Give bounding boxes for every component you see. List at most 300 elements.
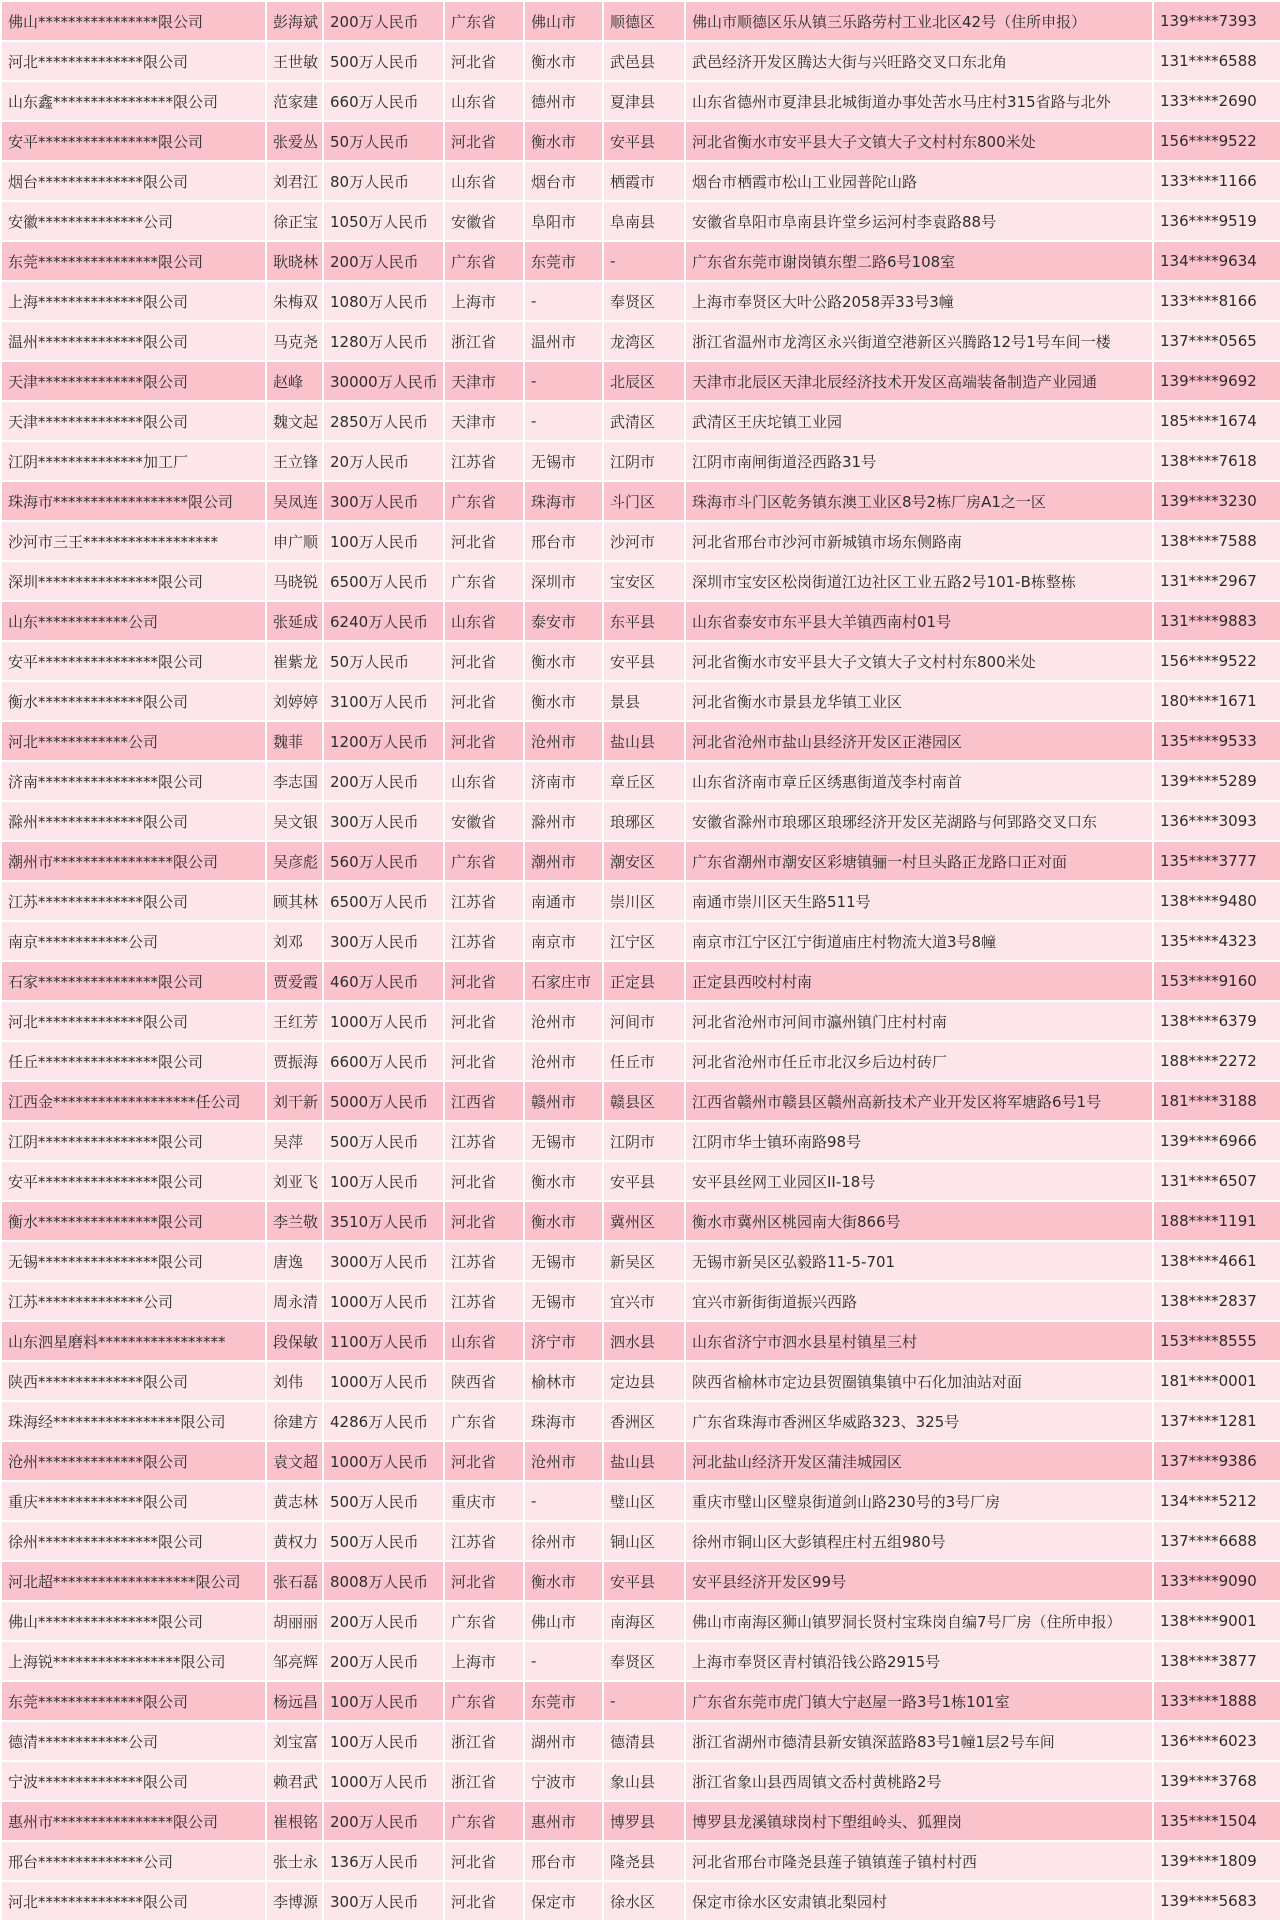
company-name-cell: 河北超*******************限公司	[1, 1561, 266, 1601]
province-cell: 山东省	[444, 81, 524, 121]
table-row	[1, 1561, 1280, 1601]
legal-person-cell: 张士永	[266, 1841, 323, 1881]
province-cell: 广东省	[444, 561, 524, 601]
phone-cell: 134****9634	[1153, 241, 1280, 281]
company-name-cell: 烟台**************限公司	[1, 161, 266, 201]
phone-cell: 188****1191	[1153, 1201, 1280, 1241]
city-cell: 衡水市	[524, 1561, 603, 1601]
province-cell: 天津市	[444, 401, 524, 441]
address-cell: 河北省沧州市任丘市北汉乡后边村砖厂	[685, 1041, 1153, 1081]
phone-cell: 139****1809	[1153, 1841, 1280, 1881]
phone-cell: 156****9522	[1153, 641, 1280, 681]
district-cell: 安平县	[603, 121, 685, 161]
table-body	[1, 1, 1280, 1921]
district-cell: 北辰区	[603, 361, 685, 401]
registered-capital-cell: 1080万人民币	[323, 281, 444, 321]
address-cell: 保定市徐水区安肃镇北梨园村	[685, 1881, 1153, 1921]
legal-person-cell: 崔根铭	[266, 1801, 323, 1841]
address-cell: 江阴市华士镇环南路98号	[685, 1121, 1153, 1161]
address-cell: 重庆市璧山区璧泉街道剑山路230号的3号厂房	[685, 1481, 1153, 1521]
legal-person-cell: 范家建	[266, 81, 323, 121]
province-cell: 江苏省	[444, 1241, 524, 1281]
address-cell: 烟台市栖霞市松山工业园普陀山路	[685, 161, 1153, 201]
legal-person-cell: 刘宝富	[266, 1721, 323, 1761]
district-cell: 栖霞市	[603, 161, 685, 201]
registered-capital-cell: 100万人民币	[323, 521, 444, 561]
city-cell: 赣州市	[524, 1081, 603, 1121]
province-cell: 河北省	[444, 961, 524, 1001]
district-cell: 盐山县	[603, 721, 685, 761]
province-cell: 广东省	[444, 1, 524, 41]
province-cell: 陕西省	[444, 1361, 524, 1401]
province-cell: 广东省	[444, 1601, 524, 1641]
phone-cell: 136****9519	[1153, 201, 1280, 241]
phone-cell: 136****6023	[1153, 1721, 1280, 1761]
city-cell: 无锡市	[524, 441, 603, 481]
legal-person-cell: 贾爱霞	[266, 961, 323, 1001]
table-row	[1, 721, 1280, 761]
company-name-cell: 无锡****************限公司	[1, 1241, 266, 1281]
phone-cell: 135****3777	[1153, 841, 1280, 881]
phone-cell: 133****9090	[1153, 1561, 1280, 1601]
table-row	[1, 241, 1280, 281]
registered-capital-cell: 6600万人民币	[323, 1041, 444, 1081]
phone-cell: 137****1281	[1153, 1401, 1280, 1441]
table-row	[1, 1481, 1280, 1521]
legal-person-cell: 李兰敬	[266, 1201, 323, 1241]
legal-person-cell: 王世敏	[266, 41, 323, 81]
table-row	[1, 601, 1280, 641]
table-row	[1, 521, 1280, 561]
province-cell: 江西省	[444, 1081, 524, 1121]
legal-person-cell: 杨远昌	[266, 1681, 323, 1721]
city-cell: 宁波市	[524, 1761, 603, 1801]
phone-cell: 135****4323	[1153, 921, 1280, 961]
company-name-cell: 安徽**************公司	[1, 201, 266, 241]
city-cell: 潮州市	[524, 841, 603, 881]
city-cell: 无锡市	[524, 1281, 603, 1321]
district-cell: 章丘区	[603, 761, 685, 801]
company-name-cell: 济南****************限公司	[1, 761, 266, 801]
company-name-cell: 安平****************限公司	[1, 641, 266, 681]
city-cell: 珠海市	[524, 481, 603, 521]
table-row	[1, 1721, 1280, 1761]
legal-person-cell: 张延成	[266, 601, 323, 641]
legal-person-cell: 王红芳	[266, 1001, 323, 1041]
province-cell: 江苏省	[444, 1281, 524, 1321]
table-row	[1, 1801, 1280, 1841]
phone-cell: 138****7618	[1153, 441, 1280, 481]
city-cell: 珠海市	[524, 1401, 603, 1441]
city-cell: -	[524, 281, 603, 321]
phone-cell: 188****2272	[1153, 1041, 1280, 1081]
table-row	[1, 41, 1280, 81]
registered-capital-cell: 3100万人民币	[323, 681, 444, 721]
district-cell: -	[603, 241, 685, 281]
province-cell: 安徽省	[444, 801, 524, 841]
province-cell: 河北省	[444, 1161, 524, 1201]
address-cell: 广东省东莞市谢岗镇东塱二路6号108室	[685, 241, 1153, 281]
registered-capital-cell: 3510万人民币	[323, 1201, 444, 1241]
phone-cell: 137****9386	[1153, 1441, 1280, 1481]
legal-person-cell: 袁文超	[266, 1441, 323, 1481]
legal-person-cell: 崔紫龙	[266, 641, 323, 681]
registered-capital-cell: 4286万人民币	[323, 1401, 444, 1441]
company-name-cell: 江阴**************加工厂	[1, 441, 266, 481]
address-cell: 上海市奉贤区青村镇沿钱公路2915号	[685, 1641, 1153, 1681]
table-row	[1, 801, 1280, 841]
company-name-cell: 山东鑫****************限公司	[1, 81, 266, 121]
registered-capital-cell: 50万人民币	[323, 121, 444, 161]
address-cell: 上海市奉贤区大叶公路2058弄33号3幢	[685, 281, 1153, 321]
registered-capital-cell: 300万人民币	[323, 801, 444, 841]
province-cell: 河北省	[444, 1441, 524, 1481]
city-cell: 衡水市	[524, 681, 603, 721]
province-cell: 广东省	[444, 841, 524, 881]
registered-capital-cell: 500万人民币	[323, 1521, 444, 1561]
city-cell: 佛山市	[524, 1601, 603, 1641]
city-cell: 沧州市	[524, 721, 603, 761]
company-name-cell: 江苏**************公司	[1, 1281, 266, 1321]
address-cell: 珠海市斗门区乾务镇东澳工业区8号2栋厂房A1之一区	[685, 481, 1153, 521]
district-cell: 新吴区	[603, 1241, 685, 1281]
legal-person-cell: 魏菲	[266, 721, 323, 761]
table-row	[1, 1641, 1280, 1681]
registered-capital-cell: 200万人民币	[323, 1801, 444, 1841]
district-cell: 阜南县	[603, 201, 685, 241]
city-cell: 徐州市	[524, 1521, 603, 1561]
address-cell: 博罗县龙溪镇球岗村下塱组岭头、狐狸岗	[685, 1801, 1153, 1841]
district-cell: 博罗县	[603, 1801, 685, 1841]
district-cell: 香洲区	[603, 1401, 685, 1441]
legal-person-cell: 王立锋	[266, 441, 323, 481]
company-name-cell: 沧州**************限公司	[1, 1441, 266, 1481]
table-row	[1, 1001, 1280, 1041]
city-cell: 烟台市	[524, 161, 603, 201]
province-cell: 山东省	[444, 601, 524, 641]
legal-person-cell: 李志国	[266, 761, 323, 801]
address-cell: 陕西省榆林市定边县贺圈镇集镇中石化加油站对面	[685, 1361, 1153, 1401]
district-cell: 夏津县	[603, 81, 685, 121]
phone-cell: 138****7588	[1153, 521, 1280, 561]
registered-capital-cell: 1000万人民币	[323, 1761, 444, 1801]
table-row	[1, 1681, 1280, 1721]
table-row	[1, 1201, 1280, 1241]
phone-cell: 181****3188	[1153, 1081, 1280, 1121]
phone-cell: 131****9883	[1153, 601, 1280, 641]
company-name-cell: 石家****************限公司	[1, 961, 266, 1001]
district-cell: 斗门区	[603, 481, 685, 521]
registered-capital-cell: 50万人民币	[323, 641, 444, 681]
phone-cell: 185****1674	[1153, 401, 1280, 441]
city-cell: 沧州市	[524, 1041, 603, 1081]
city-cell: 济南市	[524, 761, 603, 801]
phone-cell: 138****2837	[1153, 1281, 1280, 1321]
address-cell: 宜兴市新街街道振兴西路	[685, 1281, 1153, 1321]
district-cell: 安平县	[603, 1561, 685, 1601]
province-cell: 江苏省	[444, 1521, 524, 1561]
registered-capital-cell: 500万人民币	[323, 1121, 444, 1161]
legal-person-cell: 徐正宝	[266, 201, 323, 241]
registered-capital-cell: 6500万人民币	[323, 561, 444, 601]
city-cell: 无锡市	[524, 1121, 603, 1161]
company-name-cell: 沙河市三王******************	[1, 521, 266, 561]
province-cell: 浙江省	[444, 1721, 524, 1761]
city-cell: 衡水市	[524, 1201, 603, 1241]
province-cell: 广东省	[444, 1681, 524, 1721]
registered-capital-cell: 200万人民币	[323, 761, 444, 801]
address-cell: 安平县丝网工业园区II-18号	[685, 1161, 1153, 1201]
registered-capital-cell: 300万人民币	[323, 1881, 444, 1921]
company-name-cell: 天津**************限公司	[1, 361, 266, 401]
legal-person-cell: 吴萍	[266, 1121, 323, 1161]
address-cell: 浙江省湖州市德清县新安镇深蓝路83号1幢1层2号车间	[685, 1721, 1153, 1761]
address-cell: 佛山市顺德区乐从镇三乐路劳村工业北区42号（住所申报）	[685, 1, 1153, 41]
district-cell: 南海区	[603, 1601, 685, 1641]
city-cell: 榆林市	[524, 1361, 603, 1401]
address-cell: 河北省邢台市隆尧县莲子镇镇莲子镇村村西	[685, 1841, 1153, 1881]
table-row	[1, 1761, 1280, 1801]
province-cell: 河北省	[444, 121, 524, 161]
province-cell: 浙江省	[444, 321, 524, 361]
phone-cell: 139****3768	[1153, 1761, 1280, 1801]
district-cell: 定边县	[603, 1361, 685, 1401]
province-cell: 河北省	[444, 1841, 524, 1881]
address-cell: 南通市崇川区天生路511号	[685, 881, 1153, 921]
company-name-cell: 山东************公司	[1, 601, 266, 641]
company-name-cell: 河北**************限公司	[1, 1001, 266, 1041]
legal-person-cell: 张石磊	[266, 1561, 323, 1601]
registered-capital-cell: 136万人民币	[323, 1841, 444, 1881]
registered-capital-cell: 200万人民币	[323, 1, 444, 41]
city-cell: 衡水市	[524, 41, 603, 81]
address-cell: 山东省德州市夏津县北城街道办事处苦水马庄村315省路与北外	[685, 81, 1153, 121]
legal-person-cell: 赖君武	[266, 1761, 323, 1801]
table-row	[1, 481, 1280, 521]
company-name-cell: 佛山****************限公司	[1, 1, 266, 41]
address-cell: 河北省沧州市河间市瀛州镇门庄村村南	[685, 1001, 1153, 1041]
registered-capital-cell: 200万人民币	[323, 241, 444, 281]
address-cell: 天津市北辰区天津北辰经济技术开发区高端装备制造产业园通	[685, 361, 1153, 401]
district-cell: 江阴市	[603, 441, 685, 481]
registered-capital-cell: 100万人民币	[323, 1721, 444, 1761]
phone-cell: 137****6688	[1153, 1521, 1280, 1561]
table-row	[1, 1281, 1280, 1321]
district-cell: 象山县	[603, 1761, 685, 1801]
province-cell: 山东省	[444, 1321, 524, 1361]
legal-person-cell: 黄权力	[266, 1521, 323, 1561]
province-cell: 山东省	[444, 761, 524, 801]
province-cell: 江苏省	[444, 881, 524, 921]
district-cell: 东平县	[603, 601, 685, 641]
province-cell: 广东省	[444, 1801, 524, 1841]
district-cell: 江宁区	[603, 921, 685, 961]
table-row	[1, 121, 1280, 161]
city-cell: 德州市	[524, 81, 603, 121]
registered-capital-cell: 8008万人民币	[323, 1561, 444, 1601]
company-name-cell: 潮州市****************限公司	[1, 841, 266, 881]
province-cell: 天津市	[444, 361, 524, 401]
district-cell: 隆尧县	[603, 1841, 685, 1881]
phone-cell: 139****6966	[1153, 1121, 1280, 1161]
province-cell: 江苏省	[444, 441, 524, 481]
city-cell: 泰安市	[524, 601, 603, 641]
phone-cell: 131****6588	[1153, 41, 1280, 81]
table-row	[1, 681, 1280, 721]
registered-capital-cell: 1100万人民币	[323, 1321, 444, 1361]
district-cell: 泗水县	[603, 1321, 685, 1361]
registered-capital-cell: 2850万人民币	[323, 401, 444, 441]
address-cell: 河北省衡水市景县龙华镇工业区	[685, 681, 1153, 721]
legal-person-cell: 刘君江	[266, 161, 323, 201]
city-cell: 温州市	[524, 321, 603, 361]
address-cell: 浙江省温州市龙湾区永兴街道空港新区兴腾路12号1号车间一楼	[685, 321, 1153, 361]
registered-capital-cell: 6500万人民币	[323, 881, 444, 921]
registered-capital-cell: 460万人民币	[323, 961, 444, 1001]
district-cell: 龙湾区	[603, 321, 685, 361]
phone-cell: 139****5289	[1153, 761, 1280, 801]
legal-person-cell: 刘婷婷	[266, 681, 323, 721]
table-row	[1, 1081, 1280, 1121]
legal-person-cell: 马晓锐	[266, 561, 323, 601]
address-cell: 江西省赣州市赣县区赣州高新技术产业开发区将军塘路6号1号	[685, 1081, 1153, 1121]
district-cell: 武清区	[603, 401, 685, 441]
address-cell: 河北省邢台市沙河市新城镇市场东侧路南	[685, 521, 1153, 561]
registered-capital-cell: 1200万人民币	[323, 721, 444, 761]
province-cell: 河北省	[444, 641, 524, 681]
city-cell: 济宁市	[524, 1321, 603, 1361]
city-cell: 衡水市	[524, 641, 603, 681]
company-name-cell: 山东泗星磨料*****************	[1, 1321, 266, 1361]
table-row	[1, 841, 1280, 881]
province-cell: 河北省	[444, 681, 524, 721]
province-cell: 河北省	[444, 721, 524, 761]
table-row	[1, 201, 1280, 241]
city-cell: 惠州市	[524, 1801, 603, 1841]
company-name-cell: 河北**************限公司	[1, 1881, 266, 1921]
registered-capital-cell: 300万人民币	[323, 481, 444, 521]
registered-capital-cell: 500万人民币	[323, 41, 444, 81]
district-cell: 沙河市	[603, 521, 685, 561]
district-cell: 顺德区	[603, 1, 685, 41]
company-name-cell: 滁州**************限公司	[1, 801, 266, 841]
legal-person-cell: 刘干新	[266, 1081, 323, 1121]
company-name-cell: 宁波**************限公司	[1, 1761, 266, 1801]
registered-capital-cell: 500万人民币	[323, 1481, 444, 1521]
legal-person-cell: 刘伟	[266, 1361, 323, 1401]
legal-person-cell: 黄志林	[266, 1481, 323, 1521]
registered-capital-cell: 6240万人民币	[323, 601, 444, 641]
province-cell: 河北省	[444, 1001, 524, 1041]
company-name-cell: 河北**************限公司	[1, 41, 266, 81]
phone-cell: 139****7393	[1153, 1, 1280, 41]
address-cell: 山东省济宁市泗水县星村镇星三村	[685, 1321, 1153, 1361]
phone-cell: 131****2967	[1153, 561, 1280, 601]
province-cell: 上海市	[444, 281, 524, 321]
province-cell: 河北省	[444, 1041, 524, 1081]
province-cell: 河北省	[444, 1561, 524, 1601]
company-name-cell: 温州**************限公司	[1, 321, 266, 361]
province-cell: 河北省	[444, 1881, 524, 1921]
province-cell: 广东省	[444, 241, 524, 281]
district-cell: 冀州区	[603, 1201, 685, 1241]
legal-person-cell: 唐逸	[266, 1241, 323, 1281]
city-cell: 南京市	[524, 921, 603, 961]
address-cell: 安徽省滁州市琅琊区琅琊经济开发区芜湖路与何郢路交叉口东	[685, 801, 1153, 841]
phone-cell: 137****0565	[1153, 321, 1280, 361]
legal-person-cell: 邹亮辉	[266, 1641, 323, 1681]
phone-cell: 181****0001	[1153, 1361, 1280, 1401]
company-name-cell: 安平****************限公司	[1, 121, 266, 161]
city-cell: 佛山市	[524, 1, 603, 41]
phone-cell: 131****6507	[1153, 1161, 1280, 1201]
city-cell: 滁州市	[524, 801, 603, 841]
table-row	[1, 401, 1280, 441]
registered-capital-cell: 1050万人民币	[323, 201, 444, 241]
company-name-cell: 河北************公司	[1, 721, 266, 761]
phone-cell: 134****5212	[1153, 1481, 1280, 1521]
table-row	[1, 1161, 1280, 1201]
legal-person-cell: 彭海斌	[266, 1, 323, 41]
district-cell: 赣县区	[603, 1081, 685, 1121]
company-name-cell: 任丘****************限公司	[1, 1041, 266, 1081]
table-row	[1, 1841, 1280, 1881]
registered-capital-cell: 1000万人民币	[323, 1361, 444, 1401]
address-cell: 山东省泰安市东平县大羊镇西南村01号	[685, 601, 1153, 641]
company-name-cell: 深圳****************限公司	[1, 561, 266, 601]
registered-capital-cell: 1280万人民币	[323, 321, 444, 361]
province-cell: 安徽省	[444, 201, 524, 241]
city-cell: 沧州市	[524, 1001, 603, 1041]
registered-capital-cell: 1000万人民币	[323, 1441, 444, 1481]
city-cell: 东莞市	[524, 241, 603, 281]
registered-capital-cell: 1000万人民币	[323, 1281, 444, 1321]
district-cell: 景县	[603, 681, 685, 721]
company-name-cell: 德清************公司	[1, 1721, 266, 1761]
company-name-cell: 上海锐*****************限公司	[1, 1641, 266, 1681]
district-cell: 河间市	[603, 1001, 685, 1041]
address-cell: 广东省珠海市香洲区华威路323、325号	[685, 1401, 1153, 1441]
registered-capital-cell: 5000万人民币	[323, 1081, 444, 1121]
registered-capital-cell: 560万人民币	[323, 841, 444, 881]
phone-cell: 180****1671	[1153, 681, 1280, 721]
phone-cell: 139****5683	[1153, 1881, 1280, 1921]
table-row	[1, 1041, 1280, 1081]
city-cell: 衡水市	[524, 1161, 603, 1201]
province-cell: 河北省	[444, 1201, 524, 1241]
phone-cell: 153****8555	[1153, 1321, 1280, 1361]
district-cell: 宝安区	[603, 561, 685, 601]
address-cell: 武邑经济开发区腾达大街与兴旺路交叉口东北角	[685, 41, 1153, 81]
table-row	[1, 441, 1280, 481]
table-row	[1, 81, 1280, 121]
registered-capital-cell: 200万人民币	[323, 1601, 444, 1641]
company-name-cell: 江苏**************限公司	[1, 881, 266, 921]
city-cell: 深圳市	[524, 561, 603, 601]
address-cell: 广东省潮州市潮安区彩塘镇骊一村旦头路正龙路口正对面	[685, 841, 1153, 881]
legal-person-cell: 朱梅双	[266, 281, 323, 321]
company-name-cell: 陕西**************限公司	[1, 1361, 266, 1401]
city-cell: 保定市	[524, 1881, 603, 1921]
company-name-cell: 珠海经*****************限公司	[1, 1401, 266, 1441]
province-cell: 重庆市	[444, 1481, 524, 1521]
address-cell: 安平县经济开发区99号	[685, 1561, 1153, 1601]
table-row	[1, 1, 1280, 41]
company-name-cell: 江西金*******************任公司	[1, 1081, 266, 1121]
district-cell: 江阴市	[603, 1121, 685, 1161]
address-cell: 武清区王庆坨镇工业园	[685, 401, 1153, 441]
address-cell: 南京市江宁区江宁街道庙庄村物流大道3号8幢	[685, 921, 1153, 961]
